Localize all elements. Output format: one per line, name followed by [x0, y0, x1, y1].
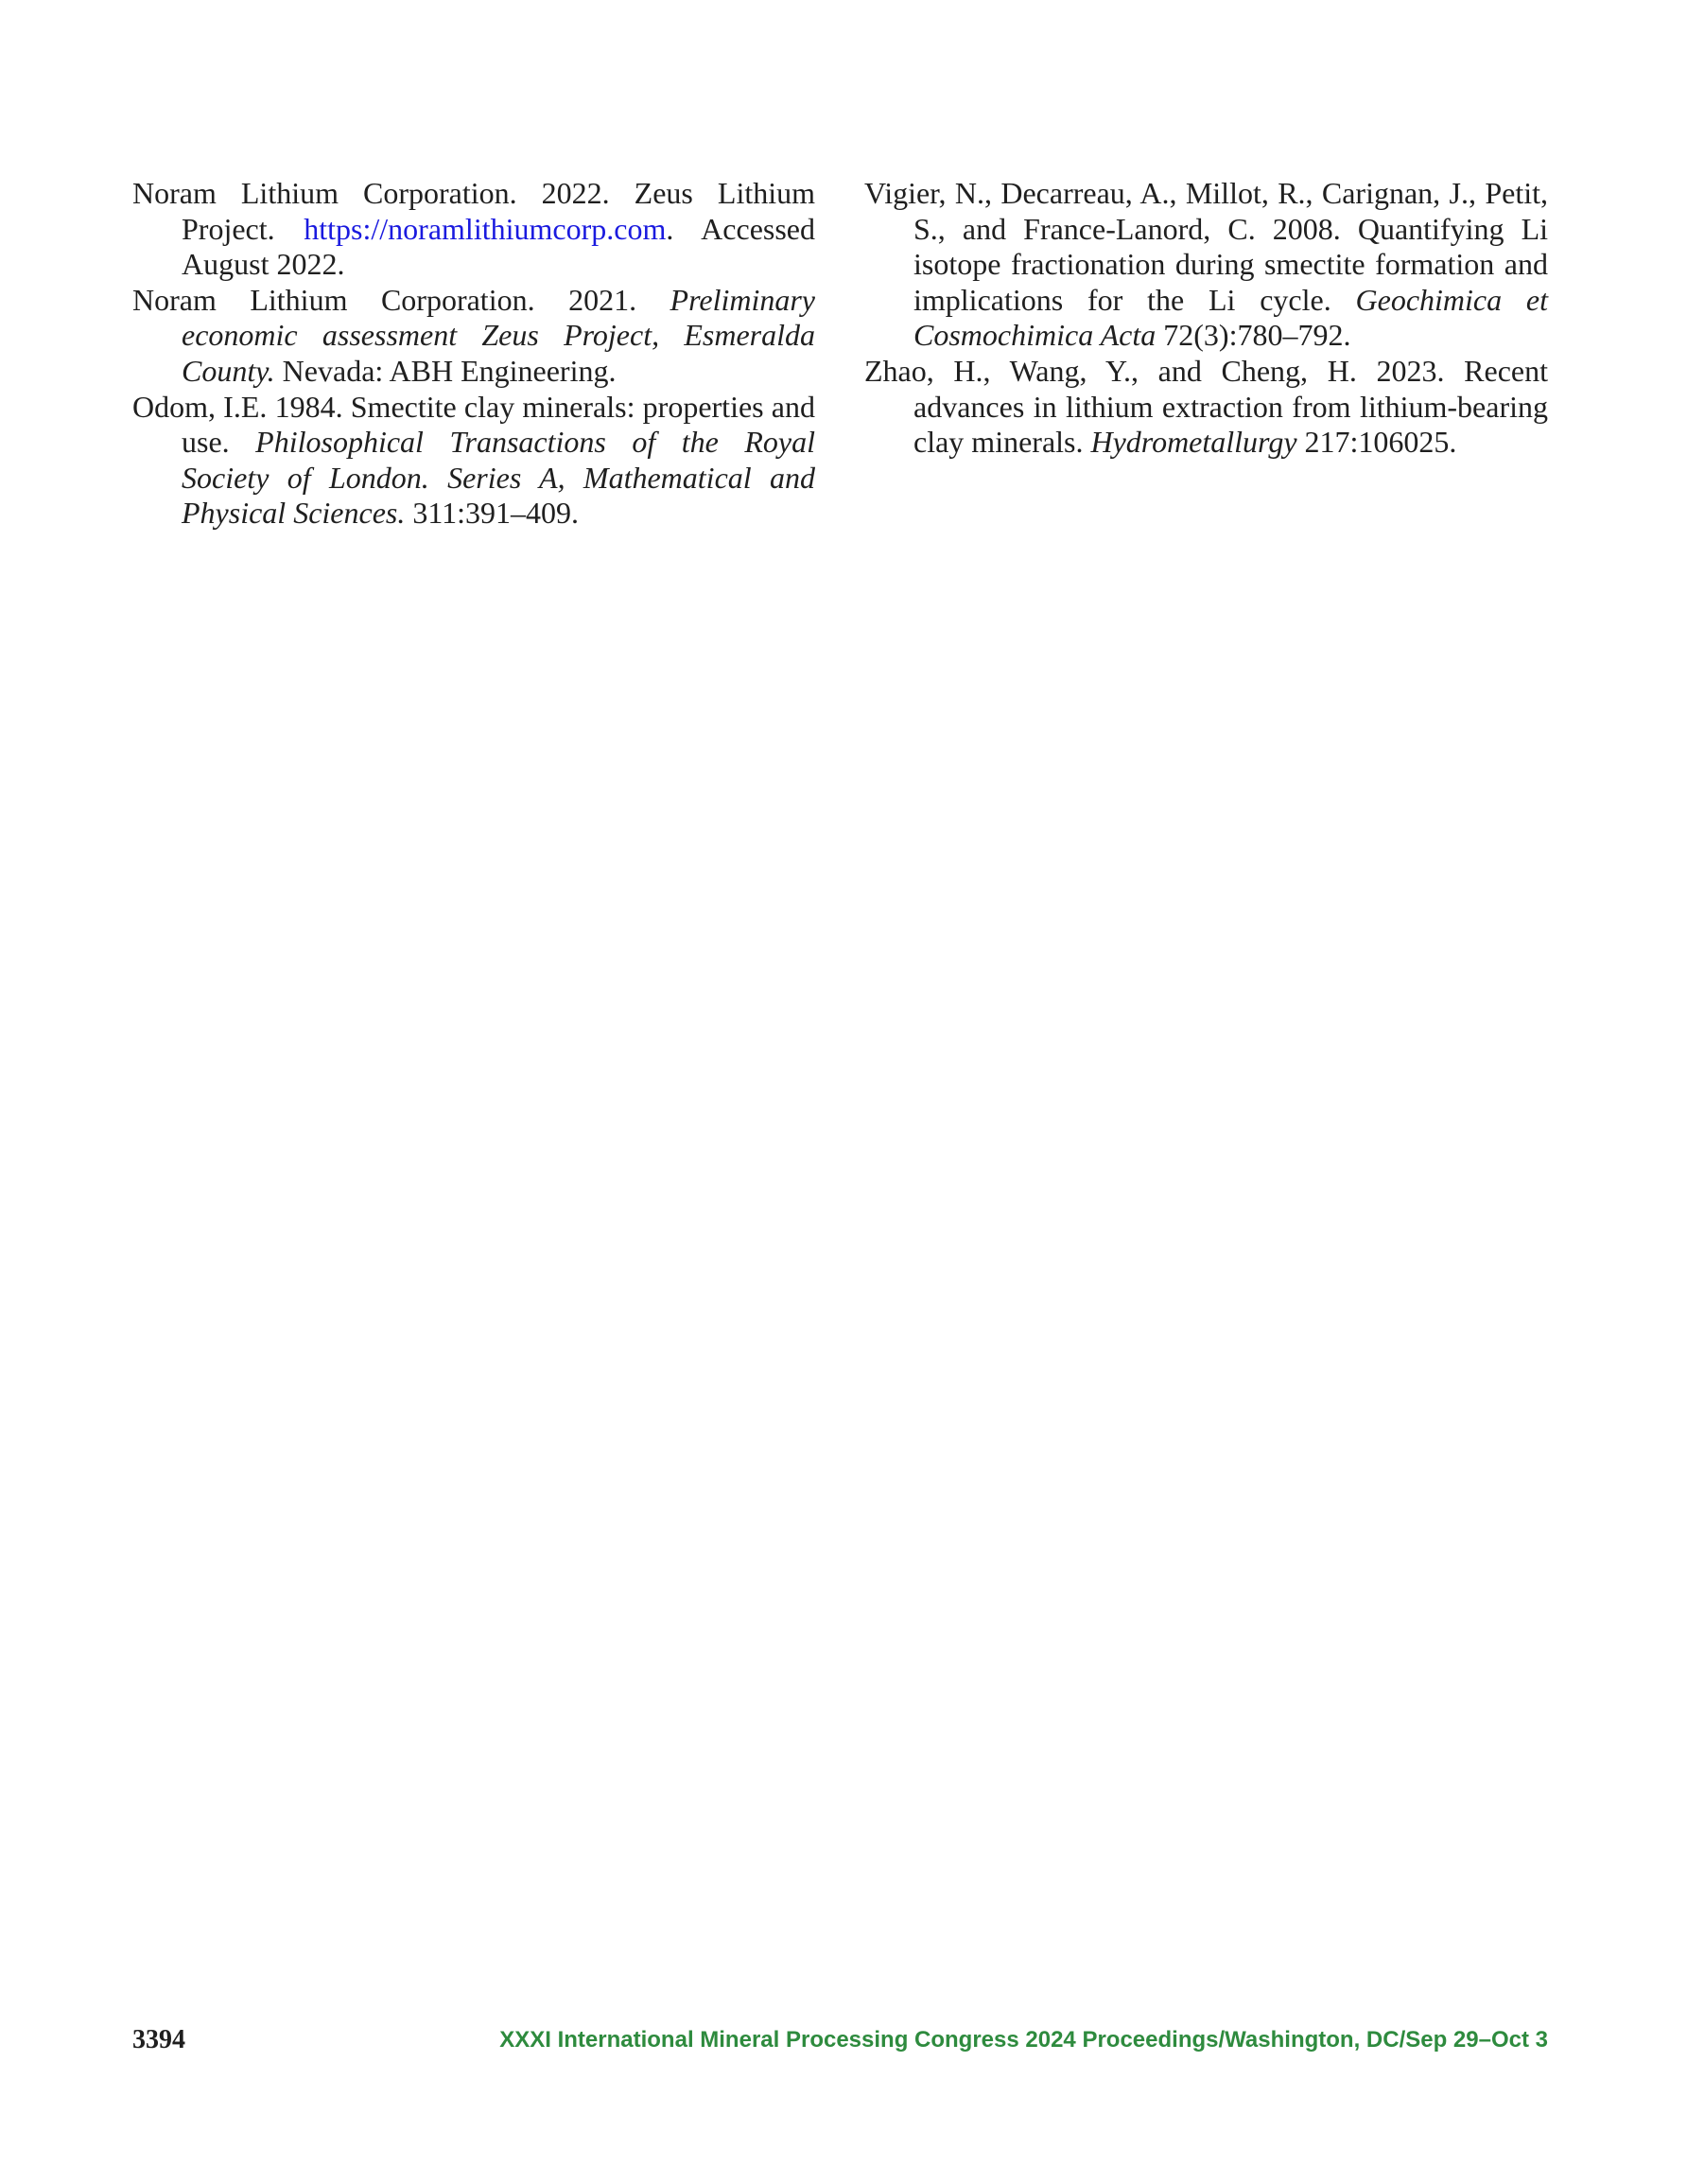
reference-title-italic: Philosophical Transactions of the Royal Society of London. Series A, Mathematical and Physical Sciences.: [182, 425, 815, 531]
reference-entry: [132, 390, 815, 532]
references-left-column: [132, 176, 815, 532]
reference-text: Nevada: ABH Engineering.: [274, 353, 617, 388]
page-footer: [132, 2025, 1548, 2063]
reference-text: 217:106025.: [1296, 425, 1457, 460]
reference-text: Noram Lithium Corporation. 2022. Zeus Lithium Project.: [132, 176, 815, 246]
references-right-column: [864, 176, 1548, 461]
reference-text: Zhao, H., Wang, Y., and Cheng, H. 2023. Recent advances in lithium extraction from lithium-bearing clay minerals.: [864, 353, 1548, 460]
reference-title-italic: Preliminary economic assessment Zeus Project, Esmeralda County.: [182, 282, 815, 388]
reference-title-italic: Hydrometallurgy: [1090, 425, 1297, 460]
running-title: XXXI International Mineral Processing Congress 2024 Proceedings/Washington, DC/Sep 29–Oct 3: [499, 2027, 1548, 2053]
reference-link[interactable]: https://noramlithiumcorp.com: [304, 211, 667, 246]
reference-entry: [864, 354, 1548, 461]
page-number: 3394: [132, 2025, 185, 2054]
reference-title-italic: Geochimica et Cosmochimica Acta: [913, 282, 1549, 353]
reference-text: Noram Lithium Corporation. 2021.: [132, 282, 670, 317]
reference-text: Odom, I.E. 1984. Smectite clay minerals: properties and use.: [132, 389, 815, 460]
reference-text: . Accessed August 2022.: [182, 211, 816, 282]
reference-text: 72(3):780–792.: [1156, 318, 1351, 353]
reference-entry: [132, 176, 815, 283]
reference-text: Vigier, N., Decarreau, A., Millot, R., Carignan, J., Petit, S., and France-Lanord, C. 2008. Quantifying Li isotope fractionation during smectite formation and implications for the Li cycle.: [864, 176, 1548, 317]
reference-entry: [132, 283, 815, 390]
reference-text: 311:391–409.: [405, 496, 580, 531]
reference-entry: [864, 176, 1548, 354]
